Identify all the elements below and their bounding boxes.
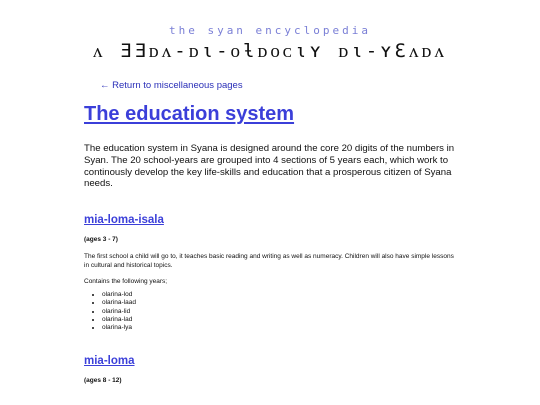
section-heading[interactable]: mia-loma	[84, 354, 135, 367]
site-title: ᴧ ƎƎᴅᴧ-ᴅι-ᴏƚᴅᴏᴄιʏ ᴅι-ʏƐᴧᴅᴧ	[92, 40, 448, 62]
list-item: • olarina-lod	[102, 291, 456, 299]
site-subtitle: the syan encyclopedia	[168, 24, 372, 37]
list-item: • olarina-lad	[102, 316, 456, 324]
section-heading[interactable]: mia-loma-isala	[84, 214, 164, 227]
section-ages: (ages 8 - 12)	[84, 376, 122, 384]
list-item: • olarina-laad	[102, 299, 456, 307]
section-mia-loma-isala	[84, 214, 456, 333]
section-description: The first school a child will go to, it teaches basic reading and writing as well as numeracy. Children will also have simple lessons in cultural and historical topics.	[84, 253, 454, 269]
intro-paragraph: The education system in Syana is designed around the core 20 digits of the numbers in Syan. The 20 school-years are grouped into 4 sections of 5 years each, which work to continously develop the key life-skills and education that a prosperous citizen of Syana needs.	[84, 143, 455, 190]
section-mia-loma	[84, 355, 456, 384]
list-item: • olarina-lid	[102, 308, 456, 316]
section-ages: (ages 3 - 7)	[84, 236, 118, 244]
page-title[interactable]: The education system	[84, 103, 295, 125]
list-item: • olarina-lya	[102, 324, 456, 332]
section-contains: Contains the following years;	[84, 277, 168, 285]
year-list	[102, 291, 456, 333]
main-content	[84, 103, 456, 384]
back-link[interactable]: ← Return to miscellaneous pages	[100, 80, 243, 91]
